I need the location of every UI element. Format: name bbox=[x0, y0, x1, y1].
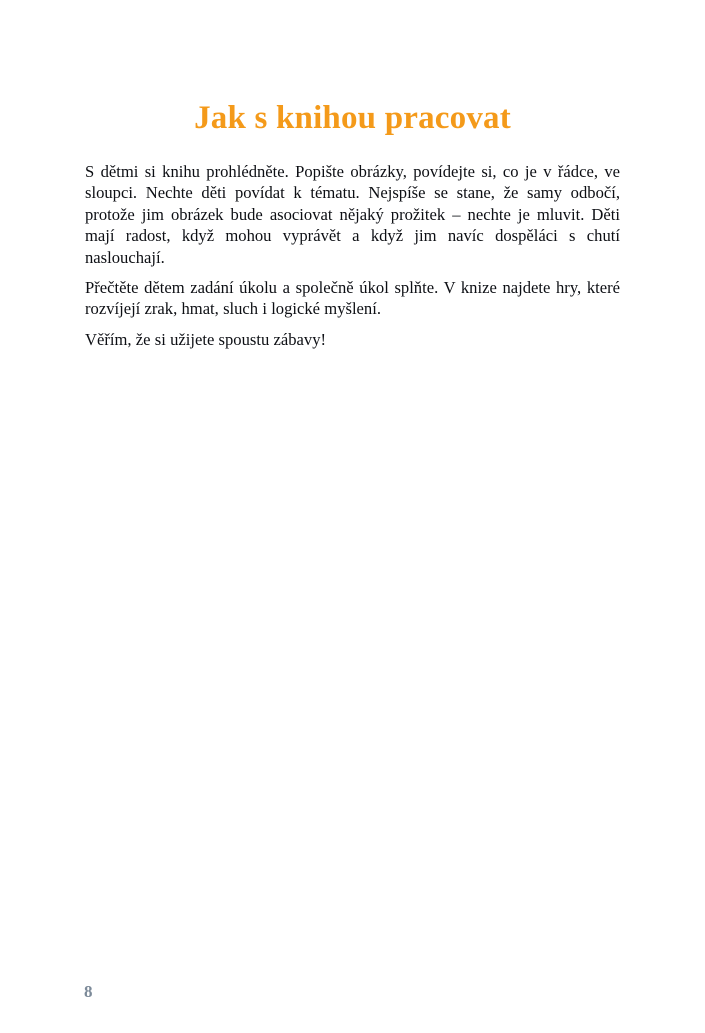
page-body bbox=[85, 161, 620, 350]
body-paragraph-closing: Věřím, že si užijete spoustu zábavy! bbox=[85, 329, 327, 349]
body-paragraph-intro: S dětmi si knihu prohlédněte. Popište obrázky, povídejte si, co je v řádce, ve sloupci. Nechte děti povídat k tématu. Nejspíše se stane, že samy odbočí, protože jim obrázek bude asociovat nějaký prožitek – nechte je mluvit. Děti mají radost, když mohou vyprávět a když jim navíc dospěláci s chutí naslouchají. bbox=[85, 162, 620, 267]
page-number: 8 bbox=[84, 982, 93, 1001]
page-title: Jak s knihou pracovat bbox=[194, 100, 511, 137]
body-paragraph-tasks: Přečtěte dětem zadání úkolu a společně úkol splňte. V knize najdete hry, které rozvíjejí zrak, hmat, sluch i logické myšlení. bbox=[85, 278, 620, 319]
